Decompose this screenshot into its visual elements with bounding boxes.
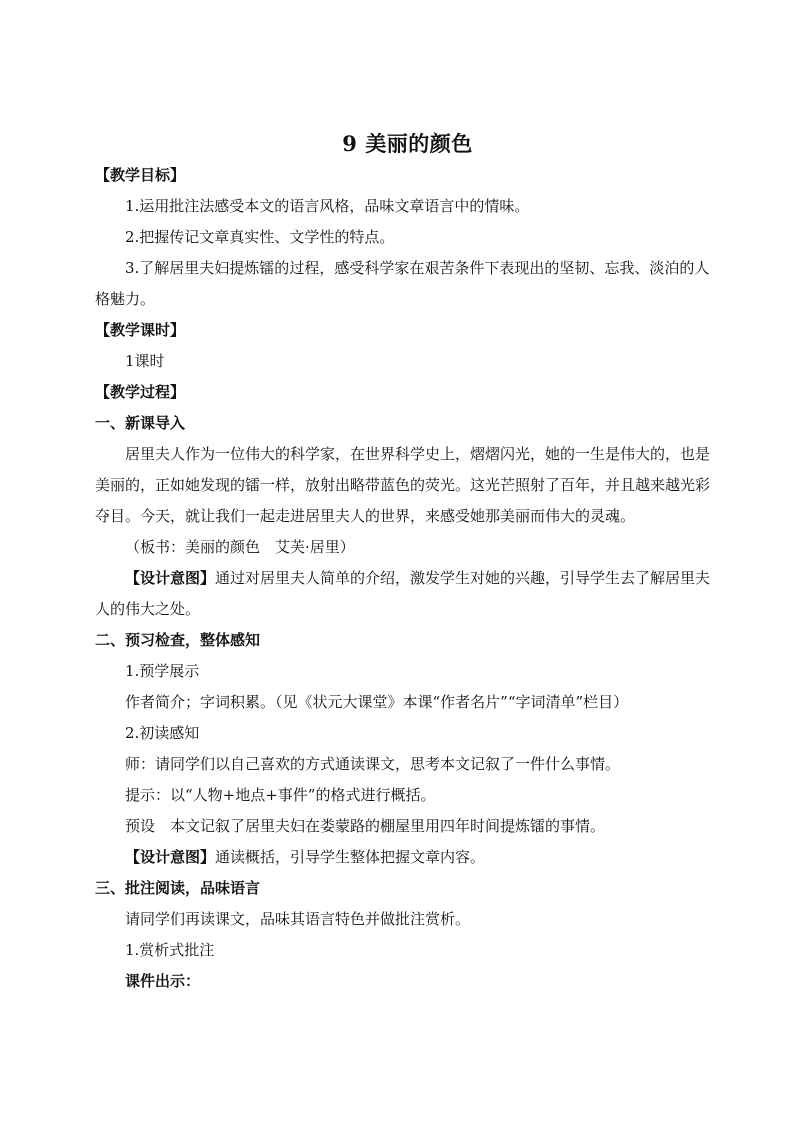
part3-courseware-label: 课件出示： [125, 972, 201, 990]
design-intent-text: 通读概括，引导学生整体把握文章内容。 [215, 848, 486, 866]
design-intent-label: 【设计意图】 [125, 569, 216, 587]
design-intent-text: 通过对居里夫人简单的介绍，激发学生对她的兴趣，引导学生去了解居里夫人的伟大之处。 [95, 569, 711, 618]
part3-heading: 三、批注阅读，品味语言 [95, 879, 261, 897]
part2-item1-title: 1.预学展示 [125, 662, 200, 680]
section-heading-process: 【教学过程】 [95, 383, 186, 401]
part1-design-intent [95, 563, 720, 625]
part2-hint: 提示：以“人物+地点+事件”的格式进行概括。 [125, 786, 436, 804]
document-title: 9 美丽的颜色 [342, 131, 473, 156]
design-intent-label: 【设计意图】 [125, 848, 216, 866]
part2-item2-title: 2.初读感知 [125, 724, 200, 742]
part1-board-note: （板书：美丽的颜色 艾芙·居里） [125, 538, 355, 556]
part2-teacher-prompt: 师：请同学们以自己喜欢的方式通读课文，思考本文记叙了一件什么事情。 [125, 755, 621, 773]
part2-preset-answer: 预设 本文记叙了居里夫妇在娄蒙路的棚屋里用四年时间提炼镭的事情。 [125, 817, 606, 835]
part2-design-intent [95, 842, 720, 873]
part1-heading: 一、新课导入 [95, 414, 186, 432]
section-heading-objectives: 【教学目标】 [95, 166, 186, 184]
part2-item1-text: 作者简介；字词积累。（见《状元大课堂》本课“作者名片”“字词清单”栏目） [125, 693, 629, 711]
objective-item: 2.把握传记文章真实性、文学性的特点。 [125, 228, 395, 246]
hours-value: 1课时 [125, 352, 165, 370]
part3-item1-title: 1.赏析式批注 [125, 941, 215, 959]
document-body [95, 128, 720, 997]
objective-item: 3.了解居里夫妇提炼镭的过程，感受科学家在艰苦条件下表现出的坚韧、忘我、淡泊的人格魅力。 [95, 259, 710, 308]
objective-item: 1.运用批注法感受本文的语言风格，品味文章语言中的情味。 [125, 197, 530, 215]
part2-heading: 二、预习检查，整体感知 [95, 631, 261, 649]
section-heading-hours: 【教学课时】 [95, 321, 186, 339]
part3-intro: 请同学们再读课文，品味其语言特色并做批注赏析。 [125, 910, 471, 928]
part1-intro-paragraph: 居里夫人作为一位伟大的科学家，在世界科学史上，熠熠闪光，她的一生是伟大的，也是美丽的，正如她发现的镭一样，放射出略带蓝色的荧光。这光芒照射了百年，并且越来越光彩夺目。今天，就让我们一起走进居里夫人的世界，来感受她那美丽而伟大的灵魂。 [95, 445, 711, 525]
